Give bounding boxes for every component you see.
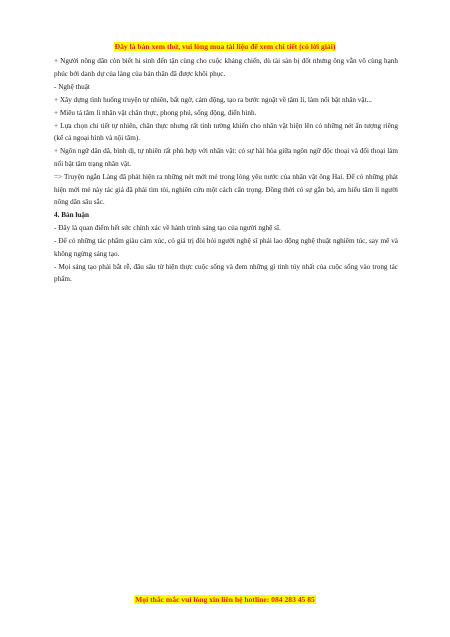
paragraph-details: + Lựa chọn chi tiết tự nhiên, chân thực nhưng rất tinh tường khiến cho nhân vật hiện lên có những nét ấn tượng riêng (kể cả ngoại hình và nội tâm).: [54, 121, 398, 143]
section-heading-discussion: 4. Bàn luận: [54, 211, 89, 220]
document-body: [54, 55, 398, 287]
paragraph-psychology: + Miêu tả tâm lí nhân vật chân thực, phong phú, sống động, điển hình.: [54, 108, 257, 117]
hotline-text: Mọi thắc mắc vui lòng xin liên hệ hotline: 084 283 45 85: [135, 595, 315, 604]
paragraph-discussion-2: - Để có những tác phẩm giàu cảm xúc, có giá trị đòi hỏi người nghệ sĩ phải lao động nghệ thuật nghiêm túc, say mê và không ngừng sáng tạo.: [54, 237, 398, 258]
preview-notice-text: Đây là bản xem thử, vui lòng mua tài liệu để xem chi tiết (có lời giải): [114, 42, 336, 51]
paragraph-language: + Ngôn ngữ dân dã, bình dị, tự nhiên rất phù hợp với nhân vật: có sự hài hòa giữa ngôn ngữ độc thoại và đối thoại làm nổi bật tâm trạng nhân vật.: [54, 147, 398, 168]
paragraph-discussion-3: - Mọi sáng tạo phải bắt rễ, đâu sâu từ hiện thực cuộc sống và đem những gì tinh túy nhất của cuộc sống vào trong tác phẩm.: [54, 262, 398, 284]
paragraph-art-heading: - Nghệ thuật: [54, 82, 90, 91]
hotline-banner: [0, 596, 450, 604]
preview-notice-banner: [0, 43, 450, 51]
paragraph-conclusion: => Truyện ngắn Làng đã phát hiện ra những nét mới mẻ trong lòng yêu nước của nhân vật ông Hai. Để có những phát hiện mới mẻ này tác giả đã phải tìm tòi, nghiên cứu một cách cẩn trọng. Đồng thời có sự gắn bó, am hiểu tâm lí người nông dân sâu sắc.: [54, 173, 398, 207]
paragraph-discussion-1: - Đây là quan điểm hết sức chính xác về hành trình sáng tạo của người nghệ sĩ.: [54, 224, 281, 233]
paragraph-sacrifice: + Người nông dân còn biết hi sinh đến tận cùng cho cuộc kháng chiến, dù tài sản bị đốt nhưng ông vẫn vô cùng hạnh phúc bởi danh dự của làng của bản thân đã được khôi phục.: [54, 57, 398, 78]
paragraph-situation: + Xây dựng tình huống truyện tự nhiên, bất ngờ, cảm động, tạo ra bước ngoặt về tâm lí, làm nổi bật nhân vật...: [54, 95, 372, 104]
